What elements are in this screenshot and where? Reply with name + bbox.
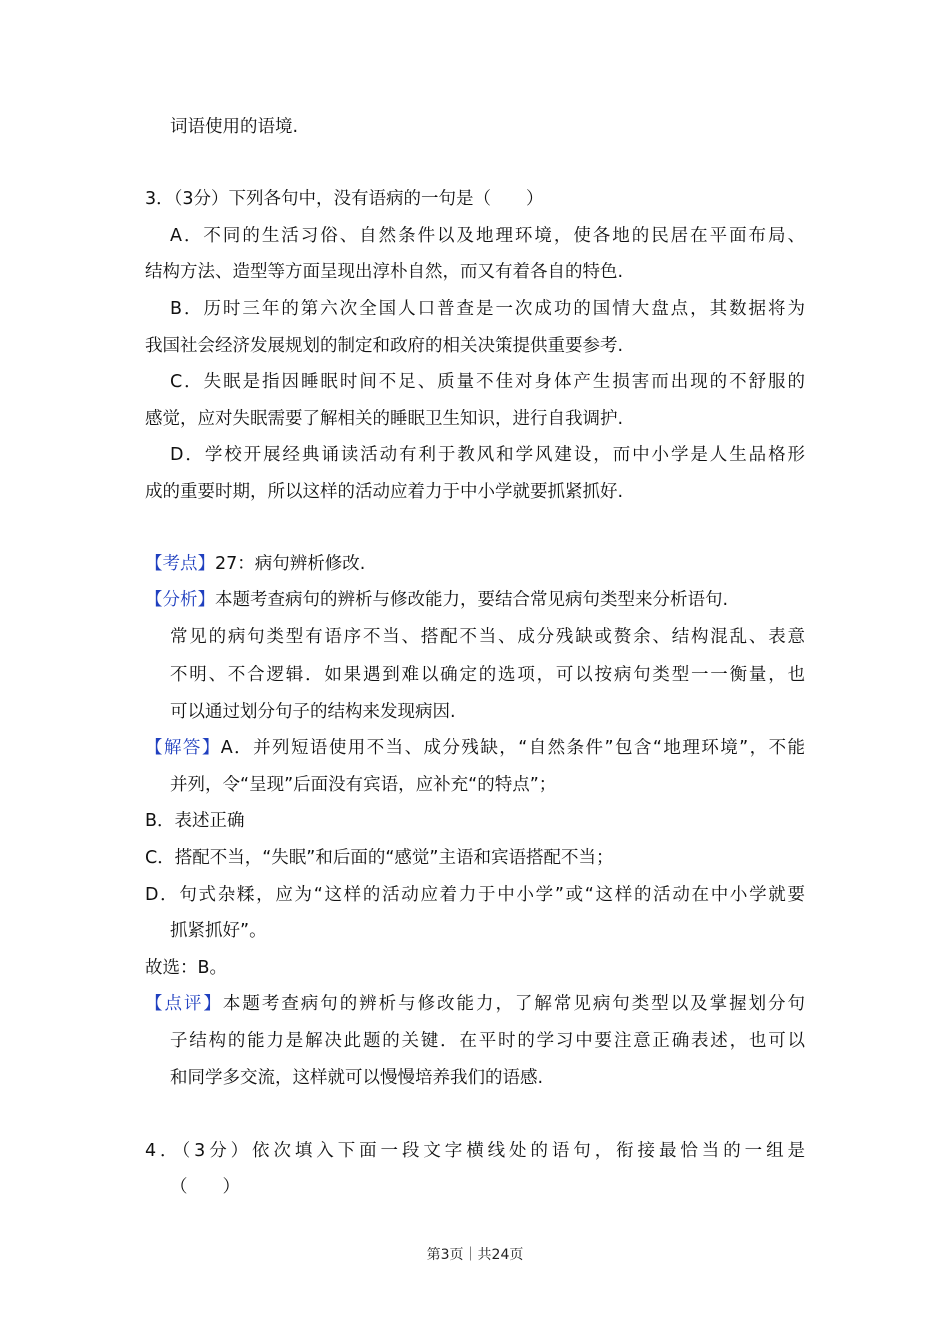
q3-option-d: D．学校开展经典诵读活动有利于教风和学风建设，而中小学是人生品格形 (170, 445, 805, 465)
jieda-line: C．搭配不当，“失眠”和后面的“感觉”主语和宾语搭配不当； (145, 848, 614, 868)
q3-option-c: C．失眠是指因睡眠时间不足、质量不佳对身体产生损害而出现的不舒服的 (170, 372, 805, 392)
q3-stem: 3．（3分）下列各句中，没有语病的一句是（ ） (145, 189, 544, 209)
jieda-line: 并列，令“呈现”后面没有宾语，应补充“的特点”； (170, 775, 557, 795)
jieda-line: B．表述正确 (145, 811, 245, 831)
q4-stem: 4．（3分）依次填入下面一段文字横线处的语句，衔接最恰当的一组是 (145, 1141, 805, 1161)
dianping-tag: 【点评】 (145, 994, 223, 1014)
q3-option-a-cont: 结构方法、造型等方面呈现出淳朴自然，而又有着各自的特色. (145, 262, 624, 282)
dianping-line: 本题考查病句的辨析与修改能力，了解常见病句类型以及掌握划分句 (222, 994, 805, 1014)
dianping (145, 992, 805, 1016)
dianping-line: 和同学多交流，这样就可以慢慢培养我们的语感. (170, 1068, 544, 1088)
fenxi (145, 588, 728, 612)
jieda (145, 736, 805, 760)
dianping-line: 子结构的能力是解决此题的关键．在平时的学习中要注意正确表述，也可以 (170, 1031, 805, 1051)
q3-option-b: B．历时三年的第六次全国人口普查是一次成功的国情大盘点，其数据将为 (170, 299, 805, 319)
kaodian (145, 552, 365, 576)
q3-option-a: A．不同的生活习俗、自然条件以及地理环境，使各地的民居在平面布局、 (170, 226, 805, 246)
page-footer: 第3页｜共24页 (426, 1247, 524, 1263)
kaodian-tag: 【考点】 (145, 554, 215, 574)
q3-option-b-cont: 我国社会经济发展规划的制定和政府的相关决策提供重要参考. (145, 336, 624, 356)
q4-stem-cont: （ ） (170, 1177, 240, 1197)
q3-option-c-cont: 感觉，应对失眠需要了解相关的睡眠卫生知识，进行自我调护. (145, 409, 624, 429)
jieda-line: 抓紧抓好”。 (170, 921, 267, 941)
jieda-tag: 【解答】 (145, 738, 221, 758)
jieda-line: A．并列短语使用不当、成分残缺，“自然条件”包含“地理环境”，不能 (220, 738, 805, 758)
q2-tail: 词语使用的语境. (170, 117, 299, 137)
kaodian-text: 27：病句辨析修改. (215, 554, 366, 574)
fenxi-line: 不明、不合逻辑．如果遇到难以确定的选项，可以按病句类型一一衡量，也 (170, 665, 805, 685)
fenxi-line: 可以通过划分句子的结构来发现病因. (170, 702, 456, 722)
q3-option-d-cont: 成的重要时期，所以这样的活动应着力于中小学就要抓紧抓好. (145, 482, 624, 502)
jieda-line: D．句式杂糅，应为“这样的活动应着力于中小学”或“这样的活动在中小学就要 (145, 885, 805, 905)
fenxi-tag: 【分析】 (145, 590, 215, 610)
fenxi-line: 本题考查病句的辨析与修改能力，要结合常见病句类型来分析语句. (215, 590, 729, 610)
fenxi-line: 常见的病句类型有语序不当、搭配不当、成分残缺或赘余、结构混乱、表意 (170, 627, 805, 647)
answer-line: 故选：B。 (145, 958, 228, 978)
